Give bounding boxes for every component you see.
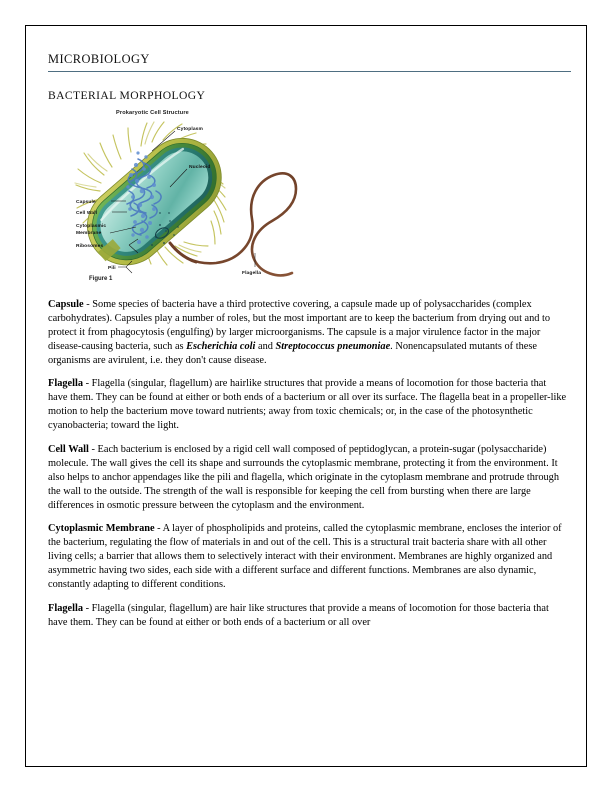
paragraph-capsule xyxy=(48,298,568,368)
label-cell-wall: Cell Wall xyxy=(76,210,98,216)
dash-1: - xyxy=(83,378,92,390)
capsule-conjunction: and xyxy=(255,340,276,352)
label-capsule: Capsule xyxy=(76,199,96,205)
figure-prokaryotic-cell xyxy=(74,110,342,288)
bacterium-illustration xyxy=(74,117,342,285)
label-nucleoid: Nucleoid xyxy=(189,164,211,170)
dash-2: - xyxy=(88,443,98,455)
page-frame xyxy=(25,25,587,767)
dash-4: - xyxy=(83,602,92,614)
term-flagella-first: Flagella xyxy=(48,378,84,390)
term-capsule: Capsule xyxy=(48,298,84,310)
paragraph-flagella-first xyxy=(48,377,568,433)
label-cytoplasm: Cytoplasm xyxy=(177,126,203,132)
figure-number: Figure 1 xyxy=(89,275,113,282)
flagella-second-text: Flagella (singular, flagellum) are hair like structures that provide a means of locomotion for those bacteria that have them. They can be found at either or both ends of a bacterium or all over xyxy=(48,602,549,628)
dash-0: - xyxy=(83,298,93,310)
page-content xyxy=(48,52,568,742)
term-cell-wall: Cell Wall xyxy=(48,443,89,455)
flagella-first-text: Flagella (singular, flagellum) are hairlike structures that provide a means of locomotion for those bacteria that have them. They can be found at either or both ends of a bacterium or all over its surface. The flagella beat in a propeller-like motion to help the bacterium move toward nutrients; away from toxic chemicals; or, in the case of the photosynthetic cyanobacteria; toward the light. xyxy=(48,378,567,432)
term-cytoplasmic-membrane: Cytoplasmic Membrane xyxy=(48,523,155,535)
cell-wall-text: Each bacterium is enclosed by a rigid cell wall composed of peptidoglycan, a protein-sugar (polysaccharide) molecule. The wall gives the cell its shape and surrounds the cytoplasmic membrane, protecting it from the environment. It also helps to anchor appendages like the pili and flagella, which originate in the cytoplasm membrane and protrude through the wall to the outside. The strength of the wall is responsible for keeping the cell from bursting when there are large differences in osmotic pressure between the cytoplasm and the environment. xyxy=(48,443,560,511)
article-body xyxy=(48,298,568,630)
paragraph-cell-wall xyxy=(48,443,568,513)
label-flagella: Flagella xyxy=(242,270,262,276)
cytoplasmic-membrane-text: A layer of phospholipids and proteins, called the cytoplasmic membrane, encloses the interior of the bacterium, regulating the flow of materials in and out of the cell. This is a structural trait bacteria share with all other living cells; a barrier that allows them to selectively interact with their environment. Membranes are highly organized and asymmetric having two sides, each side with a different surface and different functions. Membranes are also dynamic, constantly adapting to different conditions. xyxy=(48,523,562,591)
capsule-text-2: . Nonencapsulated mutants of these organisms are avirulent, i.e. they don't cause disease. xyxy=(48,340,537,366)
label-cytoplasmic-membrane-line1: Cytoplasmic xyxy=(76,223,107,229)
dash-3: - xyxy=(154,523,163,535)
section-heading: BACTERIAL MORPHOLOGY xyxy=(48,89,206,103)
paragraph-cytoplasmic-membrane xyxy=(48,522,568,592)
paragraph-flagella-second xyxy=(48,602,568,630)
flagellum-base xyxy=(170,243,196,262)
species-escherichia-coli: Escherichia coli xyxy=(186,340,256,352)
species-streptococcus-pneumoniae: Streptococcus pneumoniae xyxy=(275,340,391,352)
capsule-layer xyxy=(74,122,237,281)
label-cytoplasmic-membrane-line2: Membrane xyxy=(76,230,102,236)
page-title: MICROBIOLOGY xyxy=(48,52,150,66)
label-ribosomes: Ribosomes xyxy=(76,243,104,249)
title-divider xyxy=(48,71,571,72)
label-pili: Pili xyxy=(108,265,116,271)
capsule-text-1: Some species of bacteria have a third protective covering, a capsule made up of polysaccharides (complex carbohydrates). Capsules play a number of roles, but the most important are to keep the bacterium from drying out and to protect it from phagocytosis (engulfing) by larger microorganisms. The capsule is a major virulence factor in the major disease-causing bacteria, such as xyxy=(48,298,551,352)
term-flagella-second: Flagella xyxy=(48,602,84,614)
figure-title: Prokaryotic Cell Structure xyxy=(116,109,189,116)
